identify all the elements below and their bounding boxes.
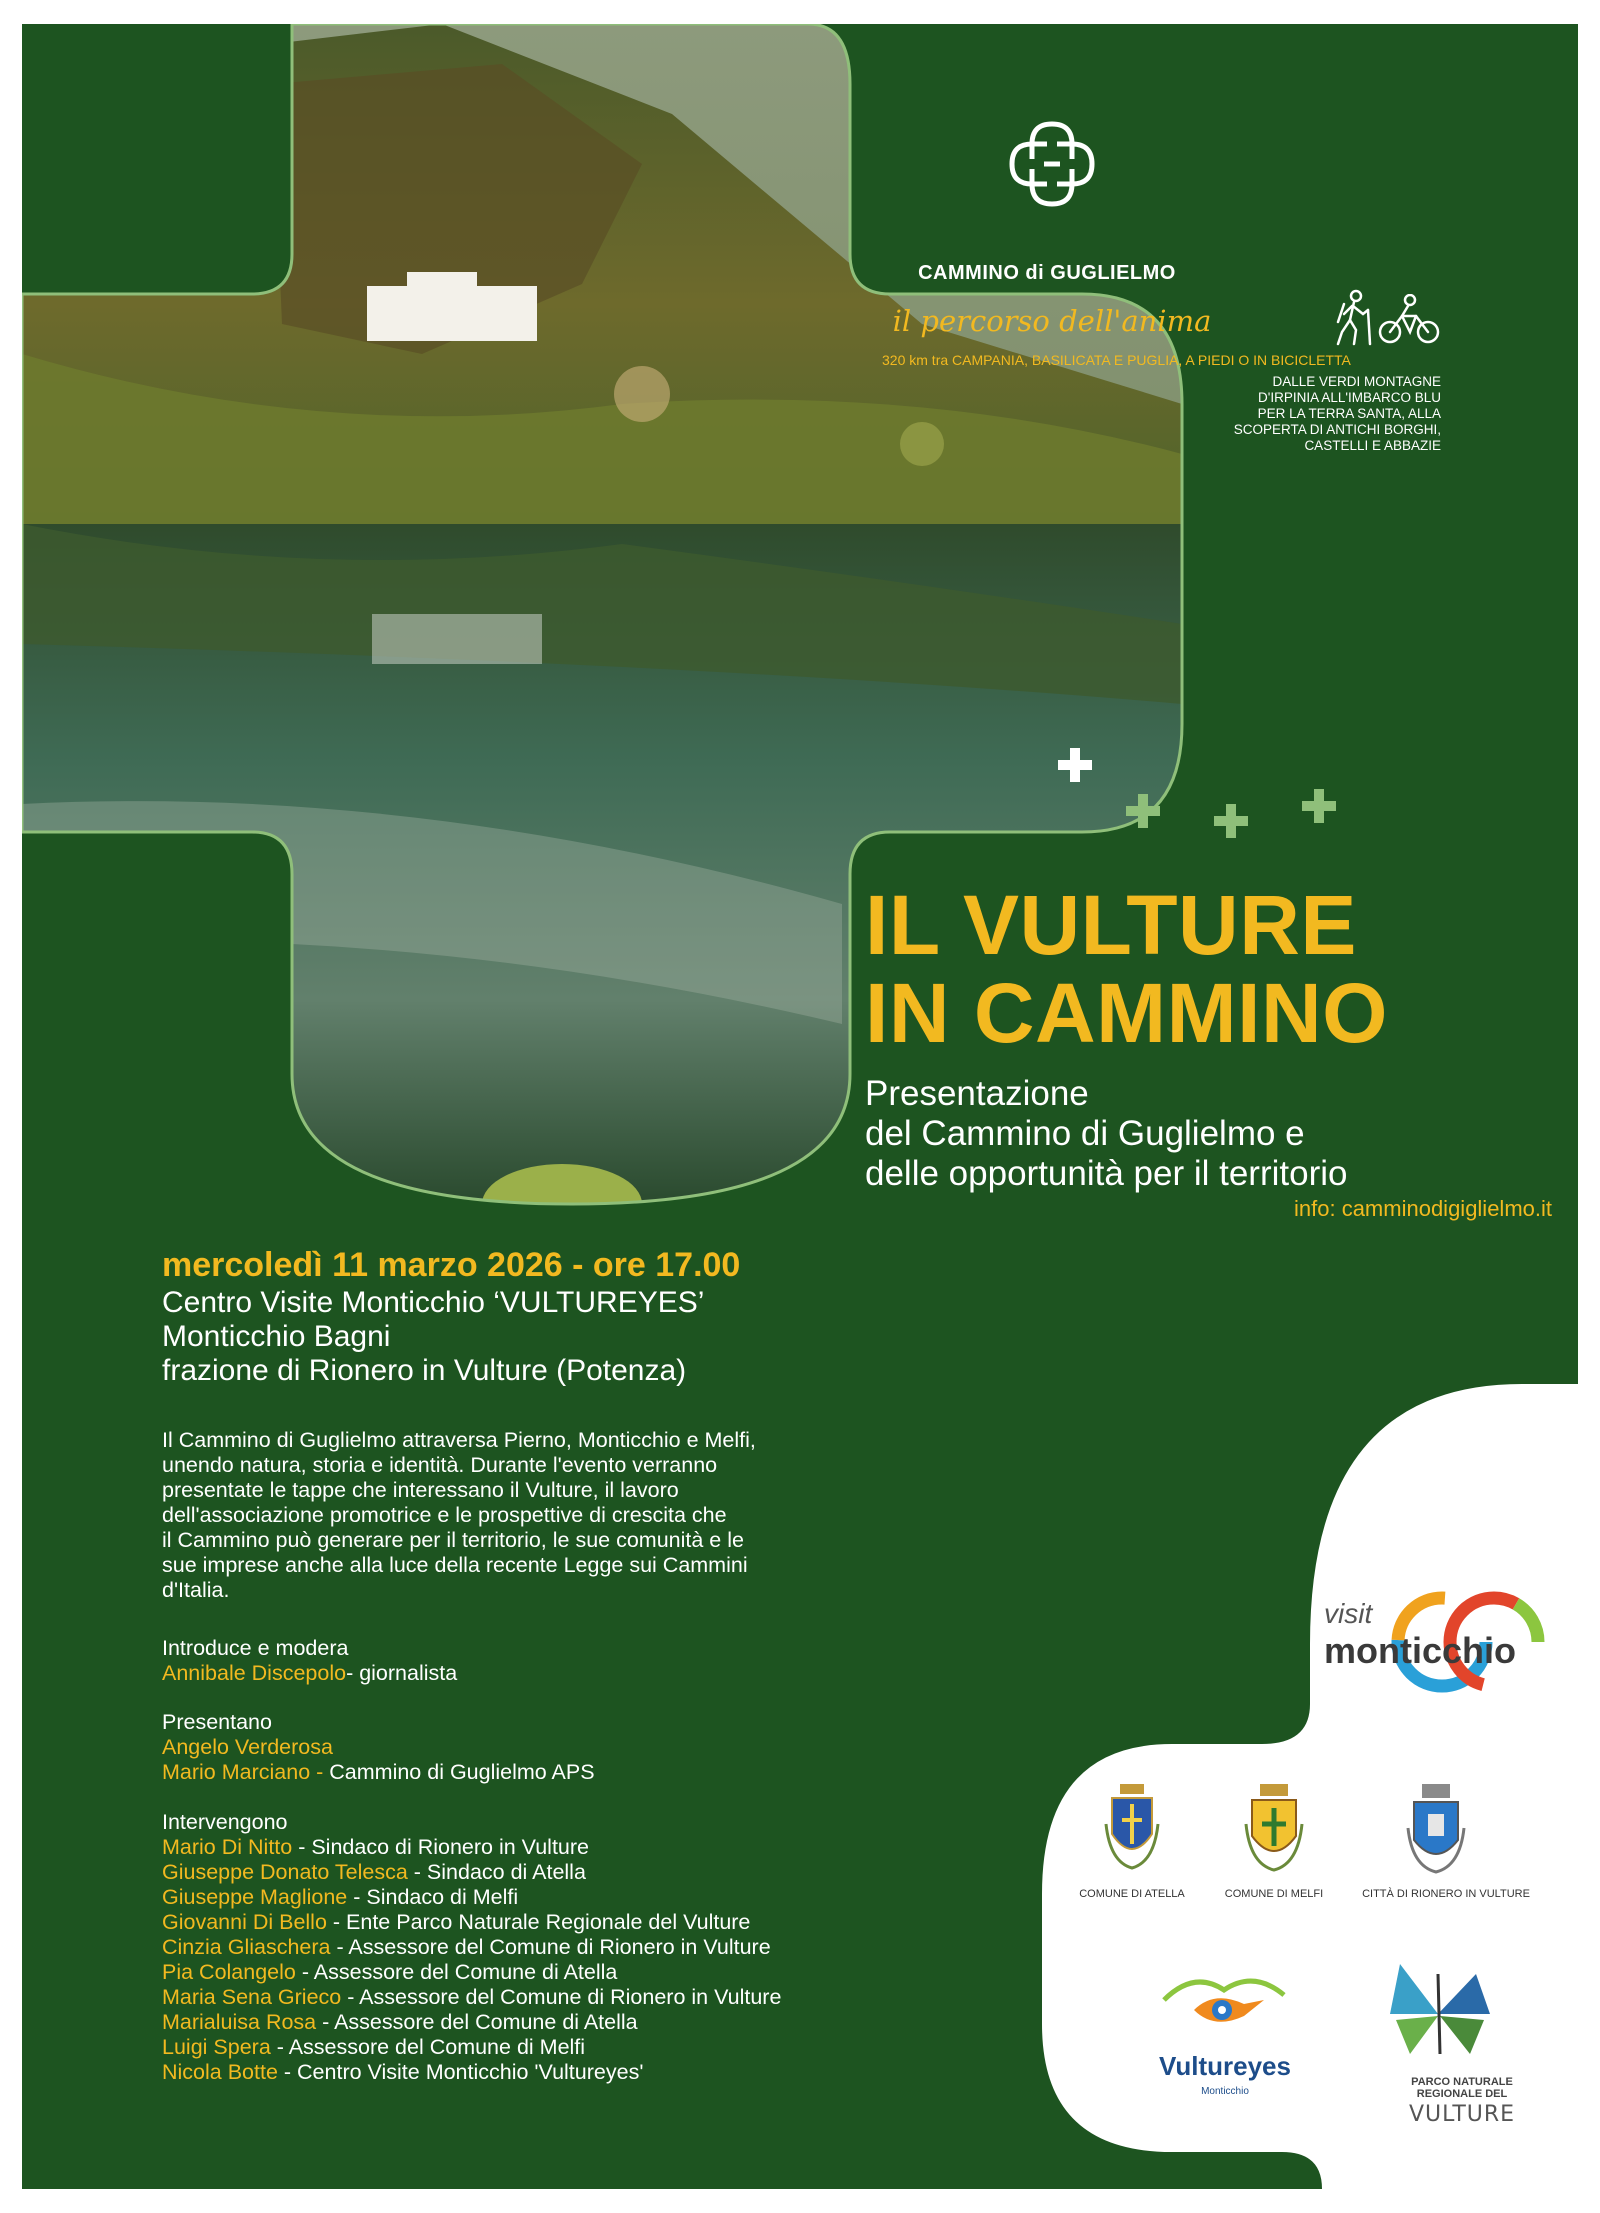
vultureyes-logo-icon (1154, 1960, 1294, 2050)
body-line: Il Cammino di Guglielmo attraversa Pierno, Monticchio e Melfi, (162, 1428, 756, 1452)
comune-label: CITTÀ DI RIONERO IN VULTURE (1362, 1888, 1530, 1900)
person-role: - Sindaco di Melfi (347, 1885, 519, 1909)
person-role: Cammino di Guglielmo APS (323, 1760, 595, 1784)
comune-label: COMUNE DI MELFI (1224, 1888, 1324, 1900)
event-date-time: mercoledì 11 marzo 2026 - ore 17.00 (162, 1246, 741, 1284)
person-name: Angelo Verderosa (162, 1735, 333, 1759)
parco-name: VULTURE (1408, 2102, 1516, 2127)
person-role: - Sindaco di Atella (407, 1860, 586, 1884)
atella-crest-icon (1102, 1784, 1162, 1874)
person-name: Giovanni Di Bello (162, 1910, 327, 1934)
presenters-label: Presentano (162, 1710, 272, 1734)
person-role: - Assessore del Comune di Rionero in Vulture (330, 1935, 771, 1959)
person-name: Marialuisa Rosa (162, 2010, 317, 2034)
person-role: - Sindaco di Rionero in Vulture (292, 1835, 589, 1859)
person-role: - Assessore del Comune di Atella (295, 1960, 618, 1984)
person-name: Nicola Botte (162, 2060, 278, 2084)
body-line: il Cammino può generare per il territorio, le sue comunità e le (162, 1528, 744, 1552)
visit-monticchio-logo (1322, 1564, 1562, 1704)
person-name: Pia Colangelo (162, 1960, 296, 1984)
route-info: 320 km tra CAMPANIA, BASILICATA E PUGLIA, A PIEDI O IN BICICLETTA (882, 352, 1351, 368)
person-name: Luigi Spera (162, 2035, 271, 2059)
body-line: d'Italia. (162, 1578, 230, 1602)
parco-label (1382, 2076, 1542, 2100)
description-line: D'IRPINIA ALL'IMBARCO BLU (1258, 390, 1441, 405)
person-role: - Assessore del Comune di Atella (316, 2010, 638, 2034)
person-name: Giuseppe Maglione (162, 1885, 348, 1909)
person-name: Annibale Discepolo (162, 1661, 347, 1685)
description-line: CASTELLI E ABBAZIE (1304, 438, 1441, 453)
person-role: - Ente Parco Naturale Regionale del Vulture (326, 1910, 751, 1934)
title-line: IL VULTURE (865, 878, 1357, 972)
parco-line: PARCO NATURALE (1411, 2076, 1513, 2088)
butterfly-icon (1380, 1954, 1500, 2064)
person-role: - giornalista (346, 1661, 458, 1685)
poster (22, 24, 1578, 2189)
description-line: PER LA TERRA SANTA, ALLA (1257, 406, 1441, 421)
title-line: IN CAMMINO (865, 966, 1388, 1060)
person-role: - Assessore del Comune di Rionero in Vulture (341, 1985, 782, 2009)
body-line: presentate le tappe che interessano il Vulture, il lavoro (162, 1478, 679, 1502)
person-name: Mario Di Nitto (162, 1835, 293, 1859)
venue-town: frazione di Rionero in Vulture (Potenza) (162, 1354, 687, 1387)
speakers-label: Intervengono (162, 1810, 288, 1834)
description-line: SCOPERTA DI ANTICHI BORGHI, (1233, 422, 1441, 437)
person-role: - Assessore del Comune di Melfi (270, 2035, 586, 2059)
person-name: Maria Sena Grieco (162, 1985, 342, 2009)
description-line: DALLE VERDI MONTAGNE (1272, 374, 1441, 389)
subtitle-line: Presentazione (865, 1074, 1089, 1113)
brand-name: CAMMINO di GUGLIELMO (918, 262, 1176, 284)
moderator-label: Introduce e modera (162, 1636, 349, 1660)
person-name: Giuseppe Donato Telesca (162, 1860, 408, 1884)
visit-text: visit (1324, 1598, 1373, 1629)
body-line: dell'associazione promotrice e le prospettive di crescita che (162, 1503, 727, 1527)
vultureyes-subtitle: Monticchio (1201, 2086, 1249, 2097)
person-role: - Centro Visite Monticchio 'Vultureyes' (277, 2060, 644, 2084)
rionero-crest-icon (1406, 1784, 1466, 1874)
logo-panel-shape (22, 24, 1578, 2189)
melfi-crest-icon (1244, 1784, 1304, 1874)
subtitle-line: delle opportunità per il territorio (865, 1154, 1348, 1193)
tagline: il percorso dell'anima (892, 304, 1212, 338)
subtitle-line: del Cammino di Guglielmo e (865, 1114, 1305, 1153)
info-link[interactable]: info: camminodigiglielmo.it (1294, 1196, 1552, 1221)
parco-line: REGIONALE DEL (1416, 2088, 1508, 2100)
monticchio-text: monticchio (1324, 1630, 1517, 1671)
body-line: sue imprese anche alla luce della recente Legge sui Cammini (162, 1553, 748, 1577)
venue-locality: Monticchio Bagni (162, 1320, 391, 1353)
person-name: Mario Marciano - (162, 1760, 324, 1784)
person-name: Cinzia Gliaschera (162, 1935, 331, 1959)
body-line: unendo natura, storia e identità. Durante l'evento verranno (162, 1453, 718, 1477)
vultureyes-name: Vultureyes (1159, 2051, 1291, 2081)
comune-label: COMUNE DI ATELLA (1079, 1888, 1185, 1900)
venue-name: Centro Visite Monticchio ‘VULTUREYES’ (162, 1286, 705, 1319)
